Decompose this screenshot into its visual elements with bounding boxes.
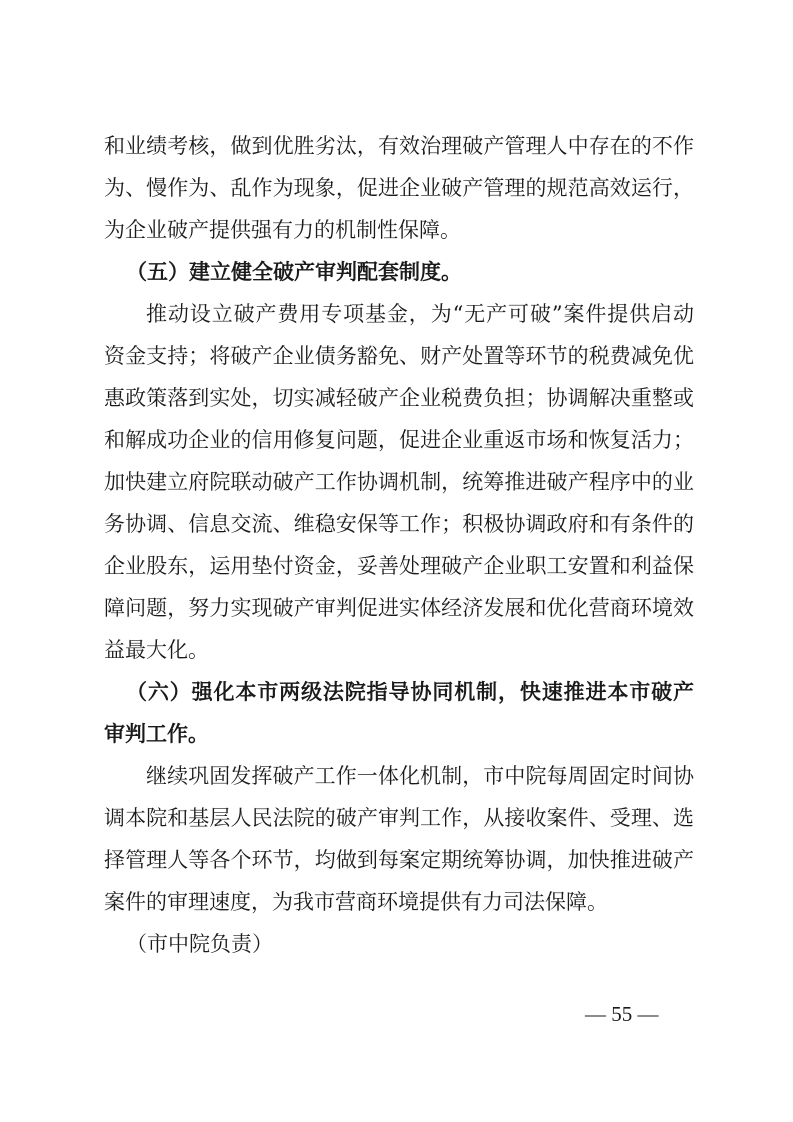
page-number: — 55 — xyxy=(585,1002,659,1026)
paragraph-line: 企业股东，运用垫付资金，妥善处理破产企业职工安置和利益保 xyxy=(104,554,694,578)
section-heading: 审判工作。 xyxy=(104,722,209,746)
paragraph-line: 继续巩固发挥破产工作一体化机制，市中院每周固定时间协 xyxy=(146,764,694,788)
paragraph-line: 和解成功企业的信用修复问题，促进企业重返市场和恢复活力； xyxy=(104,428,694,452)
paragraph-line: 调本院和基层人民法院的破产审判工作，从接收案件、受理、选 xyxy=(104,806,694,830)
section-heading: （五）建立健全破产审判配套制度。 xyxy=(126,260,462,284)
paragraph-line: 惠政策落到实处，切实减轻破产企业税费负担；协调解决重整或 xyxy=(104,386,694,410)
paragraph-line: 益最大化。 xyxy=(104,638,209,662)
paragraph-line: 务协调、信息交流、维稳安保等工作；积极协调政府和有条件的 xyxy=(104,512,694,536)
paragraph-line: 推动设立破产费用专项基金，为“无产可破”案件提供启动 xyxy=(146,302,694,326)
paragraph-line: 加快建立府院联动破产工作协调机制，统筹推进破产程序中的业 xyxy=(104,470,694,494)
paragraph-line: 资金支持；将破产企业债务豁免、财产处置等环节的税费减免优 xyxy=(104,344,694,368)
paragraph-line: 案件的审理速度，为我市营商环境提供有力司法保障。 xyxy=(104,890,608,914)
responsible-unit-note: （市中院负责） xyxy=(126,932,273,956)
paragraph-line: 为企业破产提供强有力的机制性保障。 xyxy=(104,218,461,242)
paragraph-line: 为、慢作为、乱作为现象，促进企业破产管理的规范高效运行， xyxy=(104,176,694,200)
paragraph-line: 择管理人等各个环节，均做到每案定期统筹协调，加快推进破产 xyxy=(104,848,694,872)
section-heading: （六）强化本市两级法院指导协同机制，快速推进本市破产 xyxy=(126,680,694,704)
paragraph-line: 障问题，努力实现破产审判促进实体经济发展和优化营商环境效 xyxy=(104,596,694,620)
paragraph-line: 和业绩考核，做到优胜劣汰，有效治理破产管理人中存在的不作 xyxy=(104,134,694,158)
